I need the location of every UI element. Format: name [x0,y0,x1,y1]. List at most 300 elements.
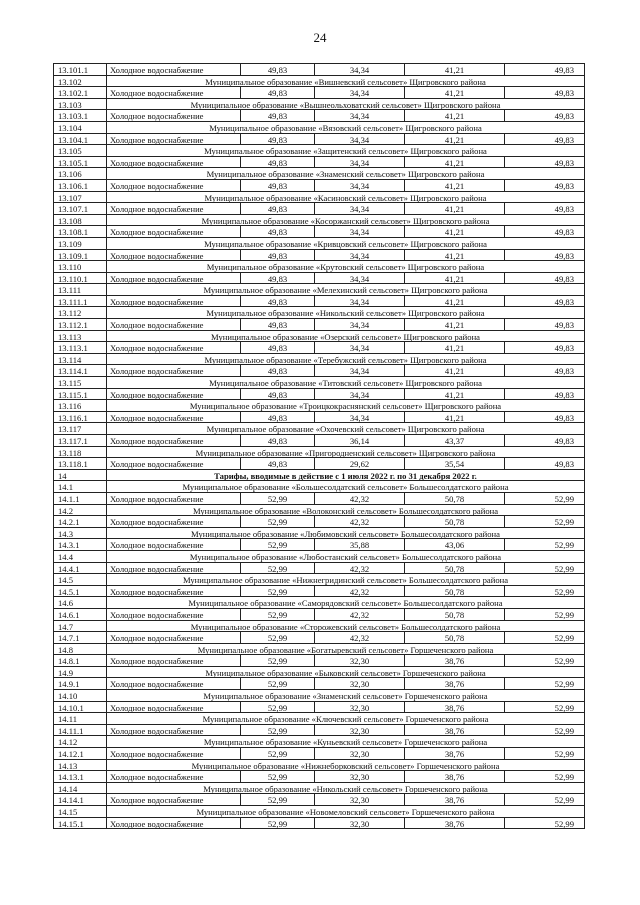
row-code: 13.108.1 [54,226,107,238]
table-row [54,249,585,261]
service-name: Холодное водоснабжение [107,365,241,377]
municipality-row [54,806,585,818]
municipality-name: Муниципальное образование «Никольский сельсовет» Щигровского района [107,307,585,319]
tariff-value-2: 34,34 [315,203,405,215]
tariff-value-2: 34,34 [315,87,405,99]
tariff-value-2: 42,32 [315,562,405,574]
tariff-value-1: 52,99 [241,632,315,644]
row-code: 13.117.1 [54,435,107,447]
table-row [54,771,585,783]
row-code: 13.111.1 [54,295,107,307]
tariff-value-3: 41,21 [405,365,505,377]
row-code: 13.116 [54,400,107,412]
municipality-name: Муниципальное образование «Вишневский сельсовет» Щигровского района [107,75,585,87]
tariff-value-4: 49,83 [505,319,585,331]
municipality-name: Муниципальное образование «Пригородненский сельсовет» Щигровского района [107,446,585,458]
row-code: 14.6 [54,597,107,609]
municipality-name: Муниципальное образование «Куньевский сельсовет» Горшеченского района [107,736,585,748]
tariff-value-2: 32,30 [315,655,405,667]
municipality-row [54,736,585,748]
service-name: Холодное водоснабжение [107,608,241,620]
service-name: Холодное водоснабжение [107,133,241,145]
row-code: 14.1 [54,481,107,493]
tariff-value-1: 49,83 [241,226,315,238]
tariff-value-1: 52,99 [241,562,315,574]
municipality-name: Муниципальное образование «Новомеловский сельсовет» Горшеченского района [107,806,585,818]
row-code: 14.3.1 [54,539,107,551]
tariff-value-1: 52,99 [241,748,315,760]
municipality-name: Муниципальное образование «Теребужский сельсовет» Щигровского района [107,353,585,365]
tariff-value-2: 32,30 [315,794,405,806]
row-code: 13.112.1 [54,319,107,331]
row-code: 14.13 [54,759,107,771]
tariff-value-3: 41,21 [405,179,505,191]
tariff-value-4: 49,83 [505,295,585,307]
row-code: 13.107.1 [54,203,107,215]
tariff-value-4: 52,99 [505,516,585,528]
municipality-name: Муниципальное образование «Вышнеольховатский сельсовет» Щигровского района [107,98,585,110]
tariff-value-2: 34,34 [315,110,405,122]
municipality-name: Муниципальное образование «Саморядовский сельсовет» Большесолдатского района [107,597,585,609]
table-row [54,133,585,145]
municipality-name: Муниципальное образование «Нижнегридинский сельсовет» Большесолдатского района [107,574,585,586]
tariff-value-1: 52,99 [241,516,315,528]
municipality-name: Муниципальное образование «Большесолдатский сельсовет» Большесолдатского района [107,481,585,493]
tariff-value-3: 38,76 [405,817,505,829]
municipality-row [54,353,585,365]
row-code: 13.115 [54,377,107,389]
row-code: 13.118 [54,446,107,458]
tariff-value-1: 52,99 [241,539,315,551]
municipality-name: Муниципальное образование «Вязовский сельсовет» Щигровского района [107,121,585,133]
municipality-row [54,690,585,702]
tariff-value-1: 49,83 [241,87,315,99]
tariff-value-2: 34,34 [315,272,405,284]
tariff-value-4: 52,99 [505,701,585,713]
tariff-value-3: 41,21 [405,295,505,307]
row-code: 13.117 [54,423,107,435]
row-code: 13.104.1 [54,133,107,145]
service-name: Холодное водоснабжение [107,64,241,76]
tariff-value-3: 50,78 [405,562,505,574]
row-code: 13.105 [54,145,107,157]
row-code: 14.10.1 [54,701,107,713]
row-code: 14.15 [54,806,107,818]
tariff-value-3: 41,21 [405,272,505,284]
row-code: 14.7.1 [54,632,107,644]
tariff-value-2: 42,32 [315,516,405,528]
tariff-value-2: 42,32 [315,632,405,644]
tariff-value-4: 49,83 [505,156,585,168]
tariff-value-4: 49,83 [505,458,585,470]
row-code: 14.6.1 [54,608,107,620]
tariff-value-2: 42,32 [315,608,405,620]
municipality-row [54,261,585,273]
tariff-value-1: 49,83 [241,179,315,191]
tariff-value-3: 38,76 [405,701,505,713]
municipality-row [54,98,585,110]
row-code: 13.102 [54,75,107,87]
municipality-row [54,145,585,157]
tariff-value-1: 52,99 [241,771,315,783]
tariff-value-3: 50,78 [405,516,505,528]
table-row [54,272,585,284]
tariff-value-4: 49,83 [505,388,585,400]
tariff-value-1: 52,99 [241,655,315,667]
service-name: Холодное водоснабжение [107,817,241,829]
tariff-value-3: 41,21 [405,226,505,238]
row-code: 14.8.1 [54,655,107,667]
table-row [54,110,585,122]
tariff-value-3: 41,21 [405,249,505,261]
section-heading-row [54,469,585,481]
municipality-name: Муниципальное образование «Кривцовский сельсовет» Щигровского района [107,237,585,249]
page-number: 24 [313,30,327,45]
municipality-row [54,666,585,678]
table-row [54,411,585,423]
service-name: Холодное водоснабжение [107,585,241,597]
municipality-name: Муниципальное образование «Знаменский сельсовет» Щигровского района [107,168,585,180]
table-row [54,492,585,504]
tariff-value-4: 52,99 [505,724,585,736]
tariff-value-4: 49,83 [505,249,585,261]
tariff-value-1: 52,99 [241,817,315,829]
municipality-row [54,782,585,794]
municipality-name: Муниципальное образование «Косоржанский сельсовет» Щигровского района [107,214,585,226]
tariff-value-4: 49,83 [505,203,585,215]
row-code: 13.101.1 [54,64,107,76]
tariff-value-3: 41,21 [405,388,505,400]
service-name: Холодное водоснабжение [107,295,241,307]
tariff-value-2: 42,32 [315,585,405,597]
municipality-row [54,400,585,412]
service-name: Холодное водоснабжение [107,794,241,806]
tariff-value-2: 34,34 [315,365,405,377]
row-code: 14.7 [54,620,107,632]
municipality-row [54,481,585,493]
tariff-value-2: 32,30 [315,724,405,736]
tariff-value-2: 34,34 [315,319,405,331]
tariff-value-1: 52,99 [241,678,315,690]
municipality-name: Муниципальное образование «Волоконский сельсовет» Большесолдатского района [107,504,585,516]
table-row [54,632,585,644]
table-row [54,539,585,551]
tariff-value-4: 49,83 [505,179,585,191]
municipality-name: Муниципальное образование «Нижнеборковский сельсовет» Горшеченского района [107,759,585,771]
table-row [54,156,585,168]
municipality-row [54,330,585,342]
municipality-row [54,75,585,87]
tariff-value-3: 38,76 [405,655,505,667]
service-name: Холодное водоснабжение [107,342,241,354]
tariff-value-4: 52,99 [505,794,585,806]
tariff-value-1: 49,83 [241,64,315,76]
row-code: 13.113.1 [54,342,107,354]
service-name: Холодное водоснабжение [107,678,241,690]
tariff-value-3: 38,76 [405,771,505,783]
tariff-value-1: 49,83 [241,365,315,377]
municipality-row [54,423,585,435]
tariff-table [53,63,585,829]
row-code: 13.110 [54,261,107,273]
row-code: 14.14.1 [54,794,107,806]
row-code: 14.13.1 [54,771,107,783]
tariff-value-3: 41,21 [405,156,505,168]
tariff-value-2: 34,34 [315,249,405,261]
tariff-value-2: 35,88 [315,539,405,551]
tariff-value-3: 35,54 [405,458,505,470]
table-row [54,64,585,76]
tariff-value-3: 43,06 [405,539,505,551]
tariff-value-3: 41,21 [405,133,505,145]
table-row [54,365,585,377]
row-code: 14.8 [54,643,107,655]
tariff-value-2: 34,34 [315,295,405,307]
tariff-value-1: 49,83 [241,156,315,168]
row-code: 13.113 [54,330,107,342]
table-row [54,817,585,829]
table-row [54,203,585,215]
row-code: 13.118.1 [54,458,107,470]
service-name: Холодное водоснабжение [107,655,241,667]
service-name: Холодное водоснабжение [107,203,241,215]
tariff-value-1: 49,83 [241,110,315,122]
municipality-name: Муниципальное образование «Озерский сельсовет» Щигровского района [107,330,585,342]
municipality-name: Муниципальное образование «Сторожевский сельсовет» Большесолдатского района [107,620,585,632]
tariff-value-2: 34,34 [315,179,405,191]
tariff-value-4: 52,99 [505,539,585,551]
tariff-value-3: 50,78 [405,608,505,620]
tariff-value-4: 52,99 [505,492,585,504]
row-code: 14.5 [54,574,107,586]
municipality-name: Муниципальное образование «Крутовский сельсовет» Щигровского района [107,261,585,273]
tariff-value-2: 32,30 [315,701,405,713]
tariff-value-4: 49,83 [505,87,585,99]
service-name: Холодное водоснабжение [107,435,241,447]
tariff-value-4: 49,83 [505,435,585,447]
section-heading: Тарифы, вводимые в действие с 1 июля 2022 г. по 31 декабря 2022 г. [107,469,585,481]
row-code: 14.2.1 [54,516,107,528]
service-name: Холодное водоснабжение [107,87,241,99]
tariff-value-1: 49,83 [241,388,315,400]
row-code: 14.14 [54,782,107,794]
tariff-value-3: 38,76 [405,748,505,760]
tariff-value-4: 49,83 [505,133,585,145]
municipality-row [54,168,585,180]
table-row [54,179,585,191]
row-code: 13.109 [54,237,107,249]
service-name: Холодное водоснабжение [107,388,241,400]
municipality-name: Муниципальное образование «Титовский сельсовет» Щигровского района [107,377,585,389]
tariff-value-3: 41,21 [405,203,505,215]
tariff-value-1: 52,99 [241,724,315,736]
municipality-name: Муниципальное образование «Знаменский сельсовет» Горшеченского района [107,690,585,702]
municipality-row [54,284,585,296]
tariff-value-2: 32,30 [315,817,405,829]
municipality-row [54,597,585,609]
municipality-row [54,574,585,586]
service-name: Холодное водоснабжение [107,562,241,574]
tariff-value-2: 42,32 [315,492,405,504]
tariff-value-3: 41,21 [405,87,505,99]
tariff-value-4: 52,99 [505,771,585,783]
table-row [54,319,585,331]
row-code: 13.115.1 [54,388,107,400]
row-code: 14 [54,469,107,481]
service-name: Холодное водоснабжение [107,156,241,168]
municipality-name: Муниципальное образование «Ключевский сельсовет» Горшеченского района [107,713,585,725]
table-row [54,655,585,667]
row-code: 14.2 [54,504,107,516]
tariff-value-4: 49,83 [505,342,585,354]
municipality-row [54,643,585,655]
tariff-value-3: 50,78 [405,492,505,504]
tariff-value-2: 34,34 [315,342,405,354]
row-code: 14.3 [54,527,107,539]
service-name: Холодное водоснабжение [107,771,241,783]
tariff-value-4: 52,99 [505,748,585,760]
table-row [54,226,585,238]
service-name: Холодное водоснабжение [107,249,241,261]
row-code: 14.5.1 [54,585,107,597]
tariff-value-1: 49,83 [241,249,315,261]
row-code: 13.102.1 [54,87,107,99]
tariff-value-2: 29,62 [315,458,405,470]
tariff-value-2: 32,30 [315,748,405,760]
row-code: 14.15.1 [54,817,107,829]
row-code: 13.106.1 [54,179,107,191]
tariff-value-1: 49,83 [241,295,315,307]
tariff-value-1: 52,99 [241,608,315,620]
municipality-row [54,527,585,539]
municipality-row [54,121,585,133]
row-code: 14.9.1 [54,678,107,690]
table-row [54,724,585,736]
tariff-value-4: 49,83 [505,110,585,122]
table-row [54,87,585,99]
tariff-value-3: 50,78 [405,585,505,597]
row-code: 13.103.1 [54,110,107,122]
tariff-value-1: 49,83 [241,435,315,447]
tariff-value-1: 49,83 [241,458,315,470]
municipality-row [54,620,585,632]
tariff-value-2: 34,34 [315,64,405,76]
row-code: 13.116.1 [54,411,107,423]
row-code: 13.104 [54,121,107,133]
table-row [54,678,585,690]
row-code: 13.109.1 [54,249,107,261]
row-code: 13.111 [54,284,107,296]
tariff-value-1: 52,99 [241,794,315,806]
row-code: 14.12.1 [54,748,107,760]
tariff-value-1: 49,83 [241,133,315,145]
row-code: 14.11.1 [54,724,107,736]
municipality-row [54,377,585,389]
tariff-value-3: 41,21 [405,319,505,331]
municipality-row [54,504,585,516]
tariff-value-4: 52,99 [505,678,585,690]
tariff-value-2: 34,34 [315,226,405,238]
tariff-value-3: 41,21 [405,411,505,423]
municipality-name: Муниципальное образование «Любостанский сельсовет» Большесолдатского района [107,550,585,562]
tariff-table-body [54,64,585,829]
service-name: Холодное водоснабжение [107,411,241,423]
tariff-value-2: 34,34 [315,388,405,400]
tariff-value-2: 36,14 [315,435,405,447]
tariff-value-4: 52,99 [505,817,585,829]
tariff-value-4: 49,83 [505,365,585,377]
municipality-name: Муниципальное образование «Быковский сельсовет» Горшеченского района [107,666,585,678]
tariff-value-2: 34,34 [315,133,405,145]
row-code: 13.106 [54,168,107,180]
municipality-name: Муниципальное образование «Касиновский сельсовет» Щигровского района [107,191,585,203]
tariff-value-1: 49,83 [241,411,315,423]
service-name: Холодное водоснабжение [107,458,241,470]
row-code: 14.4 [54,550,107,562]
row-code: 14.1.1 [54,492,107,504]
row-code: 13.103 [54,98,107,110]
service-name: Холодное водоснабжение [107,516,241,528]
table-row [54,608,585,620]
service-name: Холодное водоснабжение [107,632,241,644]
service-name: Холодное водоснабжение [107,701,241,713]
municipality-name: Муниципальное образование «Охочевский сельсовет» Щигровского района [107,423,585,435]
tariff-value-2: 34,34 [315,156,405,168]
tariff-value-1: 49,83 [241,203,315,215]
table-row [54,748,585,760]
table-row [54,342,585,354]
service-name: Холодное водоснабжение [107,724,241,736]
service-name: Холодное водоснабжение [107,110,241,122]
row-code: 14.4.1 [54,562,107,574]
row-code: 13.110.1 [54,272,107,284]
tariff-value-4: 52,99 [505,632,585,644]
service-name: Холодное водоснабжение [107,272,241,284]
municipality-row [54,237,585,249]
tariff-value-3: 38,76 [405,678,505,690]
service-name: Холодное водоснабжение [107,319,241,331]
table-row [54,794,585,806]
service-name: Холодное водоснабжение [107,226,241,238]
tariff-value-3: 41,21 [405,342,505,354]
municipality-row [54,550,585,562]
tariff-value-3: 41,21 [405,64,505,76]
municipality-row [54,307,585,319]
table-row [54,585,585,597]
row-code: 14.12 [54,736,107,748]
tariff-value-1: 52,99 [241,492,315,504]
tariff-value-4: 49,83 [505,226,585,238]
municipality-name: Муниципальное образование «Любимовский сельсовет» Большесолдатского района [107,527,585,539]
tariff-value-1: 49,83 [241,319,315,331]
service-name: Холодное водоснабжение [107,492,241,504]
municipality-row [54,713,585,725]
municipality-name: Муниципальное образование «Троицкокраснянский сельсовет» Щигровского района [107,400,585,412]
table-row [54,435,585,447]
tariff-value-4: 49,83 [505,64,585,76]
tariff-value-4: 52,99 [505,608,585,620]
table-row [54,516,585,528]
tariff-value-2: 34,34 [315,411,405,423]
tariff-value-1: 52,99 [241,701,315,713]
row-code: 14.9 [54,666,107,678]
municipality-row [54,759,585,771]
municipality-row [54,214,585,226]
tariff-value-4: 52,99 [505,585,585,597]
row-code: 13.112 [54,307,107,319]
tariff-value-4: 52,99 [505,655,585,667]
table-row [54,388,585,400]
